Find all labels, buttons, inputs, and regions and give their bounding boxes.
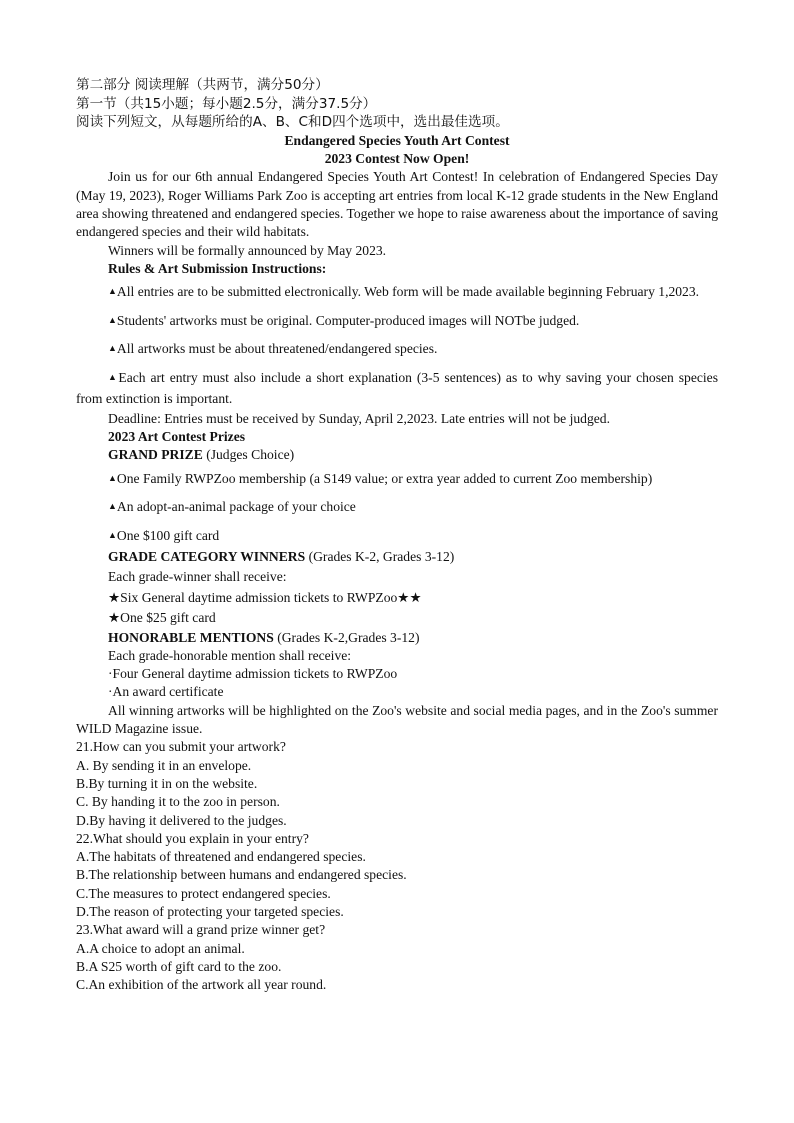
option-c: C.The measures to protect endangered species. <box>76 885 331 901</box>
triangle-bullet-icon: ▲ <box>108 314 117 325</box>
triangle-bullet-icon: ▲ <box>108 343 117 354</box>
winners-note: Winners will be formally announced by May 2023. <box>108 242 387 258</box>
section-heading: 第一节（共15小题；每小题2.5分，满分37.5分） <box>76 95 377 112</box>
option-a: A.The habitats of threatened and endangered species. <box>76 849 366 865</box>
question-21 <box>76 738 718 829</box>
grand-prize-item: ▲One Family RWPZoo membership (a S149 value; or extra year added to current Zoo membership) <box>108 470 653 486</box>
option-a: A.A choice to adopt an animal. <box>76 940 245 956</box>
option-c: C. By handing it to the zoo in person. <box>76 794 280 810</box>
question-23 <box>76 921 718 994</box>
option-d: D.By having it delivered to the judges. <box>76 812 287 828</box>
deadline-text: Deadline: Entries must be received by Sunday, April 2,2023. Late entries will not be judged. <box>108 410 610 426</box>
question-stem: 22.What should you explain in your entry? <box>76 830 309 846</box>
option-b: B.A S25 worth of gift card to the zoo. <box>76 958 282 974</box>
grade-item: ★Six General daytime admission tickets to RWPZoo★★ <box>108 589 422 605</box>
intro-paragraph: Join us for our 6th annual Endangered Species Youth Art Contest! In celebration of Endangered Species Day (May 19, 2023), Roger Williams Park Zoo is accepting art entries from local K-12 grade students in the New England area showing threatened and endangered species. Together we hope to raise awareness about the importance of saving endangered species and their wild habitats. <box>76 169 718 240</box>
grade-category-heading: GRADE CATEGORY WINNERS (Grades K-2, Grades 3-12) <box>108 549 455 565</box>
grade-item: ★One $25 gift card <box>108 610 216 626</box>
question-stem: 23.What award will a grand prize winner get? <box>76 922 326 938</box>
honorable-lead: Each grade-honorable mention shall receive: <box>108 647 352 663</box>
exam-page <box>76 76 718 994</box>
question-stem: 21.How can you submit your artwork? <box>76 739 286 755</box>
grand-prize-heading: GRAND PRIZE (Judges Choice) <box>108 447 295 463</box>
option-d: D.The reason of protecting your targeted species. <box>76 904 344 919</box>
closing-paragraph: All winning artworks will be highlighted on the Zoo's website and social media pages, and in the Zoo's summer WILD Magazine issue. <box>76 702 718 737</box>
prizes-heading: 2023 Art Contest Prizes <box>108 428 246 444</box>
option-b: B.By turning it in on the website. <box>76 775 258 791</box>
grand-prize-item: ▲An adopt-an-animal package of your choice <box>108 499 356 515</box>
option-b: B.The relationship between humans and endangered species. <box>76 867 407 883</box>
option-c: C.An exhibition of the artwork all year round. <box>76 977 327 993</box>
honorable-item: ·Four General daytime admission tickets to RWPZoo <box>108 666 398 682</box>
rule-item: ▲All entries are to be submitted electronically. Web form will be made available beginning February 1,2023. <box>108 284 700 300</box>
triangle-bullet-icon: ▲ <box>108 371 119 382</box>
rules-heading: Rules & Art Submission Instructions: <box>108 260 327 276</box>
rule-item: ▲All artworks must be about threatened/endangered species. <box>108 341 438 357</box>
triangle-bullet-icon: ▲ <box>108 472 117 483</box>
rule-item: ▲Each art entry must also include a short explanation (3-5 sentences) as to why saving your chosen species from extinction is important. <box>76 369 718 407</box>
grand-prize-item: ▲One $100 gift card <box>108 527 220 543</box>
part-heading: 第二部分 阅读理解（共两节，满分50分） <box>76 77 329 93</box>
triangle-bullet-icon: ▲ <box>108 529 117 540</box>
article-title: Endangered Species Youth Art Contest <box>284 132 510 148</box>
triangle-bullet-icon: ▲ <box>108 501 117 512</box>
option-a: A. By sending it in an envelope. <box>76 757 252 773</box>
honorable-item: ·An award certificate <box>108 684 224 700</box>
instruction-text: 阅读下列短文，从每题所给的A、B、C和D四个选项中，选出最佳选项。 <box>76 114 509 131</box>
question-22 <box>76 830 718 921</box>
rule-item: ▲Students' artworks must be original. Computer-produced images will NOTbe judged. <box>108 312 580 328</box>
article-subtitle: 2023 Contest Now Open! <box>324 151 470 167</box>
honorable-heading: HONORABLE MENTIONS (Grades K-2,Grades 3-12) <box>108 629 420 645</box>
triangle-bullet-icon: ▲ <box>108 286 117 297</box>
grade-lead: Each grade-winner shall receive: <box>108 569 287 585</box>
